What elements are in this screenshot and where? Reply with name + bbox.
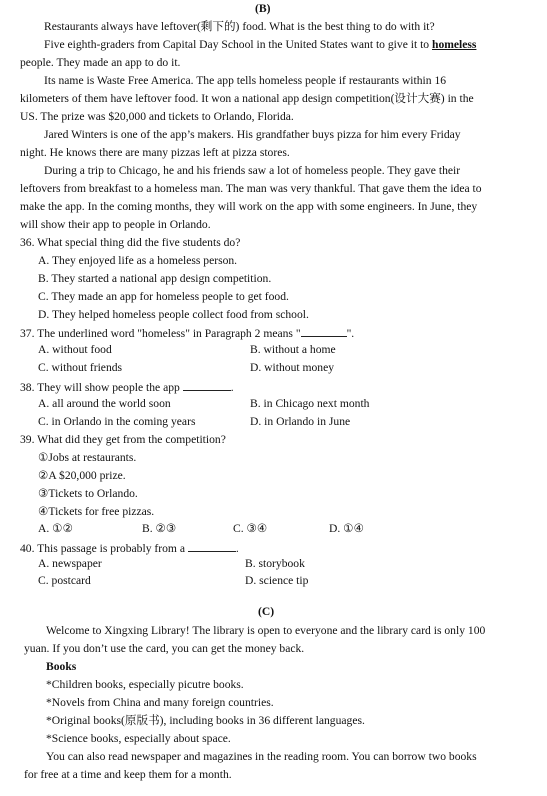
- option-39-c: C. ③④: [233, 522, 268, 535]
- answer-blank: [188, 541, 236, 552]
- option-39-b: B. ②③: [142, 522, 177, 535]
- passage-b-line: will show their app to people in Orlando.: [20, 218, 211, 231]
- question-39-stem: 39. What did they get from the competition?: [20, 433, 226, 446]
- passage-c-line: Welcome to Xingxing Library! The library is open to everyone and the library card is only 100: [46, 624, 486, 637]
- option-36-a: A. They enjoyed life as a homeless person.: [38, 254, 238, 267]
- passage-b-line: US. The prize was $20,000 and tickets to Orlando, Florida.: [20, 110, 294, 123]
- question-38-stem: [20, 380, 234, 395]
- question-39-item: ②A $20,000 prize.: [38, 469, 126, 482]
- underlined-word-homeless: homeless: [432, 38, 477, 51]
- section-c-heading: (C): [258, 605, 275, 618]
- question-38-text: 38. They will show people the app: [20, 381, 180, 394]
- question-40-text: 40. This passage is probably from a: [20, 542, 185, 555]
- passage-b-line: kilometers of them have leftover food. It won a national app design competition(设计大赛) in the: [20, 92, 474, 105]
- answer-blank: [301, 326, 347, 337]
- books-list-item: *Original books(原版书), including books in 36 different languages.: [46, 714, 365, 727]
- passage-b-line: Its name is Waste Free America. The app tells homeless people if restaurants within 16: [44, 74, 447, 87]
- option-37-c: C. without friends: [38, 361, 123, 374]
- books-list-item: *Science books, especially about space.: [46, 732, 231, 745]
- books-list-item: *Children books, especially picutre books.: [46, 678, 244, 691]
- option-36-b: B. They started a national app design competition.: [38, 272, 272, 285]
- question-36-stem: 36. What special thing did the five students do?: [20, 236, 241, 249]
- passage-b-line: leftovers from breakfast to a homeless man. The man was very thankful. That gave them the idea to: [20, 182, 482, 195]
- passage-c-line: yuan. If you don’t use the card, you can get the money back.: [24, 642, 305, 655]
- option-39-a: A. ①②: [38, 522, 73, 535]
- option-40-a: A. newspaper: [38, 557, 102, 570]
- passage-b-line: Jared Winters is one of the app’s makers. His grandfather buys pizza for him every Friday: [44, 128, 461, 141]
- answer-blank: [183, 380, 231, 391]
- option-37-a: A. without food: [38, 343, 112, 356]
- option-40-b: B. storybook: [245, 557, 305, 570]
- option-40-d: D. science tip: [245, 574, 309, 587]
- books-heading: Books: [46, 660, 77, 673]
- question-40-close: .: [235, 542, 239, 555]
- question-39-item: ①Jobs at restaurants.: [38, 451, 137, 464]
- passage-c-line: You can also read newspaper and magazines in the reading room. You can borrow two books: [46, 750, 477, 763]
- passage-b-line: night. He knows there are many pizzas left at pizza stores.: [20, 146, 290, 159]
- question-39-item: ④Tickets for free pizzas.: [38, 505, 155, 518]
- option-38-b: B. in Chicago next month: [250, 397, 370, 410]
- passage-b-line: people. They made an app to do it.: [20, 56, 181, 69]
- option-38-a: A. all around the world soon: [38, 397, 171, 410]
- option-38-d: D. in Orlando in June: [250, 415, 351, 428]
- option-39-d: D. ①④: [329, 522, 364, 535]
- passage-c-line: for free at a time and keep them for a month.: [24, 768, 232, 781]
- question-37-stem: [20, 326, 354, 341]
- section-b-heading: (B): [255, 2, 271, 15]
- passage-b-line: [44, 38, 476, 52]
- question-38-close: .: [230, 381, 234, 394]
- option-38-c: C. in Orlando in the coming years: [38, 415, 196, 428]
- question-39-item: ③Tickets to Orlando.: [38, 487, 138, 500]
- question-37-close: ".: [346, 327, 355, 340]
- books-list-item: *Novels from China and many foreign countries.: [46, 696, 274, 709]
- option-36-d: D. They helped homeless people collect food from school.: [38, 308, 309, 321]
- passage-b-line: Restaurants always have leftover(剩下的) food. What is the best thing to do with it?: [44, 20, 435, 33]
- passage-b-line: make the app. In the coming months, they will work on the app with some engineers. In June, they: [20, 200, 478, 213]
- passage-b-text: Five eighth-graders from Capital Day School in the United States want to give it to: [44, 38, 432, 51]
- option-37-b: B. without a home: [250, 343, 336, 356]
- question-37-text: 37. The underlined word "homeless" in Paragraph 2 means ": [20, 327, 301, 340]
- option-37-d: D. without money: [250, 361, 335, 374]
- option-40-c: C. postcard: [38, 574, 91, 587]
- option-36-c: C. They made an app for homeless people to get food.: [38, 290, 289, 303]
- question-40-stem: [20, 541, 239, 556]
- passage-b-line: During a trip to Chicago, he and his friends saw a lot of homeless people. They gave their: [44, 164, 461, 177]
